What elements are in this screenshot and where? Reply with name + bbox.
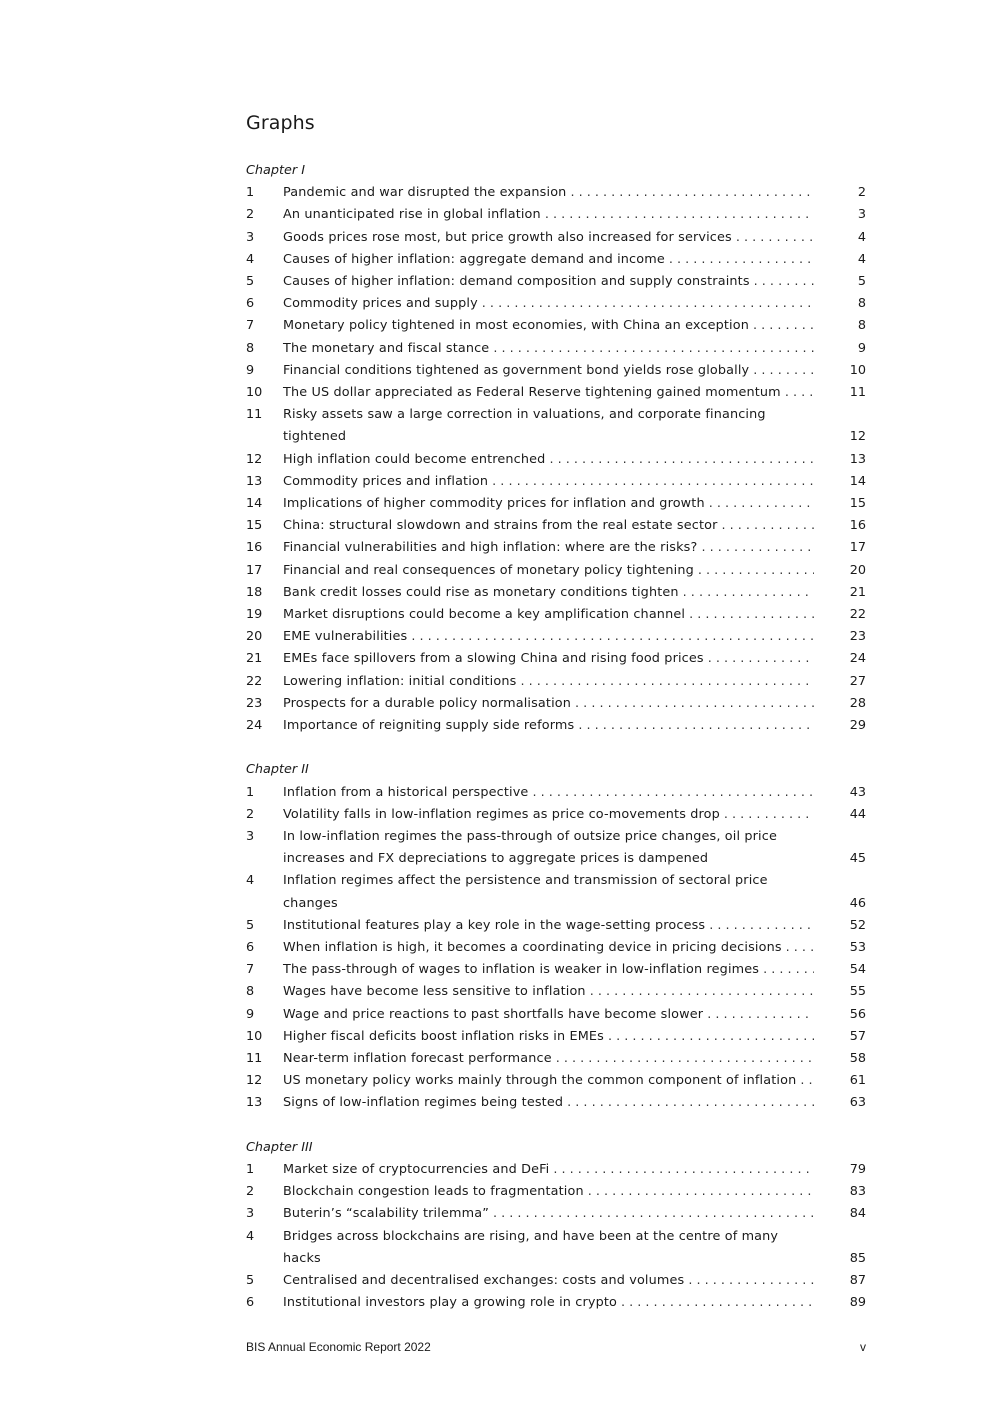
- graph-entry[interactable]: [246, 604, 866, 626]
- chapter-section: [246, 759, 866, 1114]
- graph-page-number: 56: [849, 1006, 866, 1022]
- dot-leader: [707, 1004, 814, 1026]
- graph-number: 16: [246, 540, 263, 556]
- graph-entry[interactable]: [246, 249, 866, 271]
- graph-number: 8: [246, 340, 255, 356]
- graph-title: Monetary policy tightened in most economies, with China an exception: [283, 318, 749, 334]
- graph-number: 2: [246, 207, 255, 223]
- graph-number: 1: [246, 784, 255, 800]
- dot-leader: [754, 271, 814, 293]
- graph-number: 20: [246, 629, 263, 645]
- dot-leader: [588, 1181, 814, 1203]
- dot-leader: [492, 471, 814, 493]
- graph-title: The US dollar appreciated as Federal Reserve tightening gained momentum: [283, 385, 781, 401]
- chapter-heading: Chapter II: [246, 762, 309, 778]
- graph-entry[interactable]: [246, 404, 866, 448]
- graph-page-number: 46: [849, 895, 866, 911]
- graph-entry[interactable]: [246, 937, 866, 959]
- graph-title: High inflation could become entrenched: [283, 451, 546, 467]
- graph-page-number: 13: [849, 451, 866, 467]
- graph-number: 10: [246, 1028, 263, 1044]
- graph-number: 19: [246, 607, 263, 623]
- graph-page-number: 63: [849, 1095, 866, 1111]
- graph-number: 12: [246, 451, 263, 467]
- graph-title: An unanticipated rise in global inflation: [283, 207, 541, 223]
- graph-title: Wages have become less sensitive to inflation: [283, 984, 586, 1000]
- graph-entry[interactable]: [246, 537, 866, 559]
- chapter-heading: Chapter III: [246, 1139, 313, 1155]
- graph-title: Volatility falls in low-inflation regimes as price co-movements drop: [283, 806, 720, 822]
- graph-number: 6: [246, 1295, 255, 1311]
- page-footer: [246, 1340, 866, 1354]
- graph-page-number: 61: [849, 1073, 866, 1089]
- graph-entry[interactable]: [246, 1203, 866, 1225]
- graph-page-number: 89: [849, 1295, 866, 1311]
- graph-number: 23: [246, 695, 263, 711]
- graph-page-number: 14: [849, 473, 866, 489]
- graph-title: Implications of higher commodity prices for inflation and growth: [283, 496, 705, 512]
- graph-number: 2: [246, 806, 255, 822]
- graph-page-number: 29: [849, 718, 866, 734]
- graph-number: 4: [246, 251, 255, 267]
- graph-title: Near-term inflation forecast performance: [283, 1051, 552, 1067]
- graph-number: 1: [246, 185, 255, 201]
- graph-title: When inflation is high, it becomes a coordinating device in pricing decisions: [283, 940, 782, 956]
- graph-entry[interactable]: [246, 360, 866, 382]
- dot-leader: [549, 449, 814, 471]
- dot-leader: [482, 293, 814, 315]
- graph-page-number: 58: [849, 1051, 866, 1067]
- dot-leader: [532, 782, 814, 804]
- dot-leader: [493, 338, 814, 360]
- graph-page-number: 15: [849, 496, 866, 512]
- graph-entry[interactable]: [246, 493, 866, 515]
- graph-number: 1: [246, 1162, 255, 1178]
- graph-title: EMEs face spillovers from a slowing China and rising food prices: [283, 651, 704, 667]
- dot-leader: [553, 1159, 814, 1181]
- graph-entry[interactable]: [246, 1226, 866, 1270]
- graph-page-number: 17: [849, 540, 866, 556]
- graph-entry[interactable]: [246, 182, 866, 204]
- chapter-section: [246, 160, 866, 737]
- dot-leader: [669, 249, 814, 271]
- dot-leader: [545, 204, 814, 226]
- graph-entry[interactable]: [246, 271, 866, 293]
- graph-page-number: 45: [849, 851, 866, 867]
- graph-title: Importance of reigniting supply side reforms: [283, 718, 575, 734]
- graph-entry[interactable]: [246, 1270, 866, 1292]
- graph-number: 14: [246, 496, 263, 512]
- chapter-section: [246, 1137, 866, 1315]
- graph-page-number: 16: [849, 518, 866, 534]
- graph-number: 11: [246, 1051, 263, 1067]
- dot-leader: [689, 604, 814, 626]
- graph-number: 15: [246, 518, 263, 534]
- graph-title: Signs of low-inflation regimes being tested: [283, 1095, 564, 1111]
- dot-leader: [708, 648, 814, 670]
- graph-entry[interactable]: [246, 204, 866, 226]
- graph-title: Higher fiscal deficits boost inflation risks in EMEs: [283, 1028, 604, 1044]
- graph-title: Institutional investors play a growing role in crypto: [283, 1295, 618, 1311]
- graph-page-number: 54: [849, 962, 866, 978]
- graph-title: Inflation from a historical perspective: [283, 784, 529, 800]
- dot-leader: [753, 360, 814, 382]
- dot-leader: [608, 1026, 814, 1048]
- graph-page-number: 44: [849, 806, 866, 822]
- graph-title: Prospects for a durable policy normalisation: [283, 695, 572, 711]
- graph-number: 24: [246, 718, 263, 734]
- graph-title: US monetary policy works mainly through the common component of inflation: [283, 1073, 797, 1089]
- graph-number: 6: [246, 940, 255, 956]
- graph-number: 4: [246, 873, 255, 889]
- graph-title: EME vulnerabilities: [283, 629, 408, 645]
- graph-number: 4: [246, 1228, 255, 1244]
- graph-title: Buterin’s “scalability trilemma”: [283, 1206, 489, 1222]
- dot-leader: [520, 671, 814, 693]
- graph-page-number: 22: [849, 607, 866, 623]
- chapter-heading: Chapter I: [246, 163, 306, 178]
- graph-page-number: 52: [849, 917, 866, 933]
- footer-page-number: v: [860, 1340, 866, 1354]
- graph-entry[interactable]: [246, 582, 866, 604]
- graph-title: Wage and price reactions to past shortfalls have become slower: [283, 1006, 704, 1022]
- graph-title: Bank credit losses could rise as monetary conditions tighten: [283, 584, 679, 600]
- graph-page-number: 55: [849, 984, 866, 1000]
- dot-leader: [698, 560, 814, 582]
- graph-number: 10: [246, 385, 263, 401]
- graph-entry[interactable]: [246, 671, 866, 693]
- dot-leader: [709, 915, 814, 937]
- dot-leader: [753, 315, 814, 337]
- graph-title: The monetary and fiscal stance: [283, 340, 490, 356]
- graph-page-number: 8: [857, 318, 866, 334]
- graph-page-number: 57: [849, 1028, 866, 1044]
- graph-page-number: 21: [849, 584, 866, 600]
- footer-publication: BIS Annual Economic Report 2022: [246, 1340, 431, 1354]
- graph-page-number: 27: [849, 673, 866, 689]
- graph-page-number: 20: [849, 562, 866, 578]
- graph-title: Market disruptions could become a key amplification channel: [283, 607, 686, 623]
- graph-page-number: 87: [849, 1273, 866, 1289]
- graph-entry[interactable]: [246, 1048, 866, 1070]
- graph-number: 13: [246, 473, 263, 489]
- graph-entry[interactable]: [246, 915, 866, 937]
- graph-number: 13: [246, 1095, 263, 1111]
- graph-entry[interactable]: [246, 515, 866, 537]
- graph-title: Lowering inflation: initial conditions: [283, 673, 517, 689]
- dot-leader: [556, 1048, 814, 1070]
- graph-title: Commodity prices and inflation: [283, 473, 489, 489]
- graph-number: 11: [246, 407, 263, 423]
- dot-leader: [688, 1270, 814, 1292]
- graph-entry[interactable]: [246, 804, 866, 826]
- dot-leader: [785, 382, 814, 404]
- dot-leader: [786, 937, 814, 959]
- graph-page-number: 12: [849, 429, 866, 445]
- graph-number: 18: [246, 584, 263, 600]
- dot-leader: [493, 1203, 814, 1225]
- graph-page-number: 43: [849, 784, 866, 800]
- graph-entry[interactable]: [246, 693, 866, 715]
- dot-leader: [575, 693, 814, 715]
- graph-number: 9: [246, 1006, 255, 1022]
- graph-number: 22: [246, 673, 263, 689]
- graph-number: 5: [246, 917, 255, 933]
- graph-page-number: 5: [857, 274, 866, 289]
- dot-leader: [722, 515, 814, 537]
- graph-number: 3: [246, 1206, 255, 1222]
- graph-entry[interactable]: [246, 1181, 866, 1203]
- graph-number: 3: [246, 229, 255, 245]
- graph-entry[interactable]: [246, 826, 866, 870]
- graph-entry[interactable]: [246, 1292, 866, 1314]
- graph-title: Financial conditions tightened as government bond yields rose globally: [283, 362, 750, 378]
- graph-entry[interactable]: [246, 1070, 866, 1092]
- graph-entry[interactable]: [246, 626, 866, 648]
- graph-title: The pass-through of wages to inflation is weaker in low-inflation regimes: [283, 962, 760, 978]
- graph-number: 5: [246, 1273, 255, 1289]
- graph-entry[interactable]: [246, 1004, 866, 1026]
- graph-entry[interactable]: [246, 870, 866, 914]
- graph-number: 9: [246, 362, 255, 378]
- graph-entry[interactable]: [246, 648, 866, 670]
- graph-title: Blockchain congestion leads to fragmentation: [283, 1184, 584, 1200]
- graph-entry[interactable]: [246, 560, 866, 582]
- dot-leader: [567, 1092, 814, 1114]
- dot-leader: [709, 493, 814, 515]
- graph-title: China: structural slowdown and strains from the real estate sector: [283, 518, 718, 534]
- graph-title: Commodity prices and supply: [283, 296, 478, 312]
- dot-leader: [411, 626, 814, 648]
- dot-leader: [763, 959, 814, 981]
- graph-entry[interactable]: [246, 382, 866, 404]
- dot-leader: [736, 227, 814, 249]
- graph-entry[interactable]: [246, 338, 866, 360]
- graph-entry[interactable]: [246, 981, 866, 1003]
- graph-title: Centralised and decentralised exchanges: costs and volumes: [283, 1273, 685, 1289]
- graph-page-number: 85: [849, 1250, 866, 1266]
- dot-leader: [724, 804, 814, 826]
- graph-page-number: 4: [857, 229, 866, 245]
- graph-number: 6: [246, 296, 255, 312]
- graph-entry[interactable]: [246, 1159, 866, 1181]
- graph-title: In low-inflation regimes the pass-through of outsize price changes, oil price increases and FX depreciations to aggregate prices is dampened: [283, 829, 777, 867]
- graph-title: Financial vulnerabilities and high inflation: where are the risks?: [283, 540, 698, 556]
- dot-leader: [683, 582, 814, 604]
- graph-page-number: 4: [857, 251, 866, 267]
- page-title: Graphs: [246, 112, 315, 134]
- graph-page-number: 23: [849, 629, 866, 645]
- graph-entry[interactable]: [246, 782, 866, 804]
- list-of-graphs: [246, 160, 866, 1337]
- graph-page-number: 53: [849, 940, 866, 956]
- graph-page-number: 2: [857, 185, 866, 201]
- graph-entry[interactable]: [246, 715, 866, 737]
- graph-number: 17: [246, 562, 263, 578]
- graph-number: 7: [246, 318, 255, 334]
- graph-number: 8: [246, 984, 255, 1000]
- graph-page-number: 10: [849, 362, 866, 378]
- graph-page-number: 84: [849, 1206, 866, 1222]
- graph-page-number: 24: [849, 651, 866, 667]
- dot-leader: [800, 1070, 814, 1092]
- graph-page-number: 9: [857, 340, 866, 356]
- graph-page-number: 11: [849, 385, 866, 401]
- graph-page-number: 28: [849, 695, 866, 711]
- dot-leader: [570, 182, 814, 204]
- graph-title: Institutional features play a key role in the wage-setting process: [283, 917, 706, 933]
- graph-entry[interactable]: [246, 1092, 866, 1114]
- graph-entry[interactable]: [246, 471, 866, 493]
- graph-title: Inflation regimes affect the persistence and transmission of sectoral price changes: [283, 873, 768, 911]
- graph-title: Causes of higher inflation: demand composition and supply constraints: [283, 274, 750, 289]
- graph-entry[interactable]: [246, 959, 866, 981]
- graph-title: Market size of cryptocurrencies and DeFi: [283, 1162, 550, 1178]
- graph-title: Goods prices rose most, but price growth also increased for services: [283, 229, 732, 245]
- graph-title: Bridges across blockchains are rising, and have been at the centre of many hacks: [283, 1228, 779, 1266]
- dot-leader: [621, 1292, 814, 1314]
- dot-leader: [590, 981, 814, 1003]
- graph-title: Causes of higher inflation: aggregate demand and income: [283, 251, 665, 267]
- graph-page-number: 3: [857, 207, 866, 223]
- graph-page-number: 8: [857, 296, 866, 312]
- graph-title: Pandemic and war disrupted the expansion: [283, 185, 567, 201]
- graph-number: 2: [246, 1184, 255, 1200]
- graph-entry[interactable]: [246, 315, 866, 337]
- graph-entry[interactable]: [246, 227, 866, 249]
- graph-number: 3: [246, 829, 255, 845]
- dot-leader: [701, 537, 814, 559]
- dot-leader: [578, 715, 814, 737]
- graph-entry[interactable]: [246, 293, 866, 315]
- graph-number: 5: [246, 274, 255, 289]
- graph-number: 12: [246, 1073, 263, 1089]
- graph-page-number: 83: [849, 1184, 866, 1200]
- graph-entry[interactable]: [246, 1026, 866, 1048]
- graph-number: 21: [246, 651, 263, 667]
- graph-title: Financial and real consequences of monetary policy tightening: [283, 562, 694, 578]
- graph-entry[interactable]: [246, 449, 866, 471]
- graph-page-number: 79: [849, 1162, 866, 1178]
- graph-title: Risky assets saw a large correction in valuations, and corporate financing tightened: [283, 407, 766, 445]
- graph-number: 7: [246, 962, 255, 978]
